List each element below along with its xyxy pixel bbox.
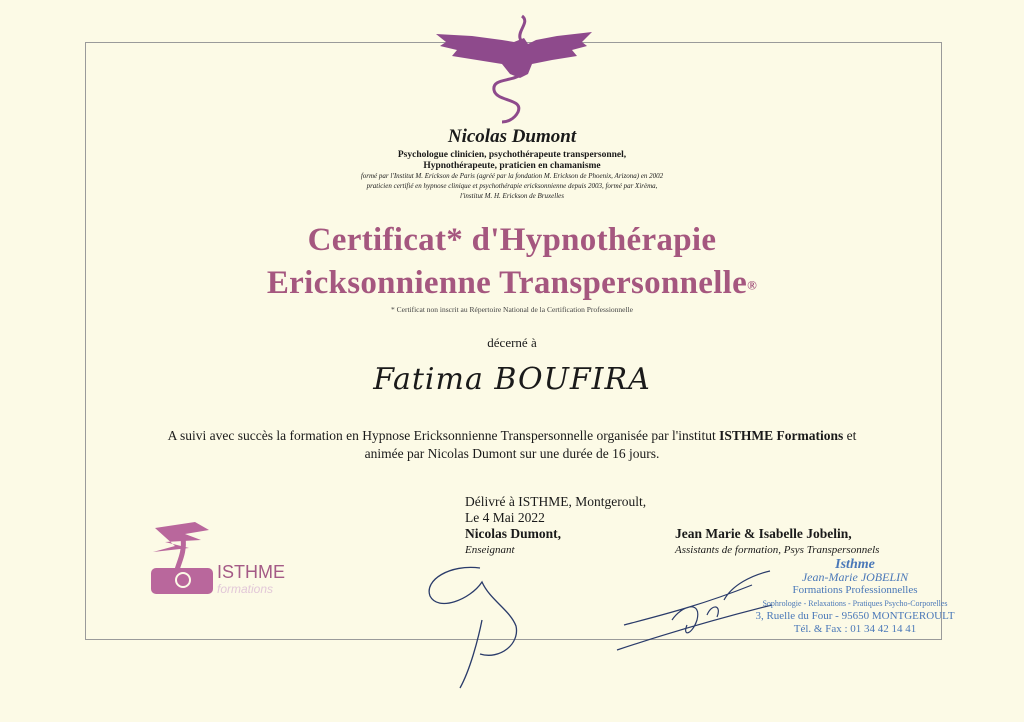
stamp-phone: Tél. & Fax : 01 34 42 14 41 [793,623,917,635]
stamp-address: 3, Ruelle du Four - 95650 MONTGEROULT [755,610,955,622]
issuer-title-2: Hypnothérapeute, praticien en chamanisme [423,161,601,171]
body-text-1: A suivi avec succès la formation en Hypnose Ericksonnienne Transpersonnelle organisée par l'institut [167,428,720,443]
issuer-title-1: Psychologue clinicien, psychothérapeute transpersonnel, [397,150,627,160]
assistants-names: Jean Marie & Isabelle Jobelin, [675,526,852,541]
company-stamp [745,558,965,636]
institute-name: ISTHME Formations [719,428,844,443]
stamp-name: Jean-Marie JOBELIN [801,570,909,584]
stamp-services: Sophrologie - Relaxations - Pratiques Psycho-Corporelles [762,599,948,608]
achievement-text [0,427,1024,463]
issue-block [465,494,646,558]
issue-date: Le 4 Mai 2022 [465,510,545,525]
body-text-3: animée par Nicolas Dumont sur une durée de 16 jours. [364,446,660,461]
issuer-name: Nicolas Dumont [447,126,577,147]
isthme-logo [145,518,320,598]
issue-place: Délivré à ISTHME, Montgeroult, [465,494,647,509]
assistants-block [675,526,879,558]
certificate-title-1: Certificat* d'Hypnothérapie [307,222,717,258]
footnote: * Certificat non inscrit au Répertoire National de la Certification Professionnelle [390,305,633,314]
awarded-to-label: décerné à [487,335,537,350]
recipient-name: Fatima BOUFIRA [373,362,651,397]
stamp-company: Formations Professionnelles [792,584,918,596]
issuer-bio-1: formé par l'Institut M. Erickson de Paris (agréé par la fondation M. Erickson de Phoenix, Arizona) en 2002 [360,172,664,180]
logo-name: ISTHME [217,562,286,582]
tree-icon [145,518,215,596]
body-text-2: et [843,428,857,443]
title-line-2: Ericksonnienne Transpersonnelle [266,265,748,301]
stamp-brand: Isthme [835,557,875,572]
signature-nicolas-dumont [420,560,530,690]
issuer-bio-3: l'institut M. H. Erickson de Bruxelles [460,192,564,200]
signer-name: Nicolas Dumont, [465,526,562,541]
eagle-serpent-logo [432,12,597,124]
registered-mark: ® [747,277,758,293]
issuer-bio-2: praticien certifié en hypnose clinique et psychothérapie ericksonnienne depuis 2003, formé par Xirèma, [366,182,658,190]
certificate-title-2 [0,265,1024,302]
assistants-role: Assistants de formation, Psys Transpersonnels [675,544,880,556]
logo-sub: formations [217,582,274,596]
signer-role: Enseignant [465,544,515,556]
